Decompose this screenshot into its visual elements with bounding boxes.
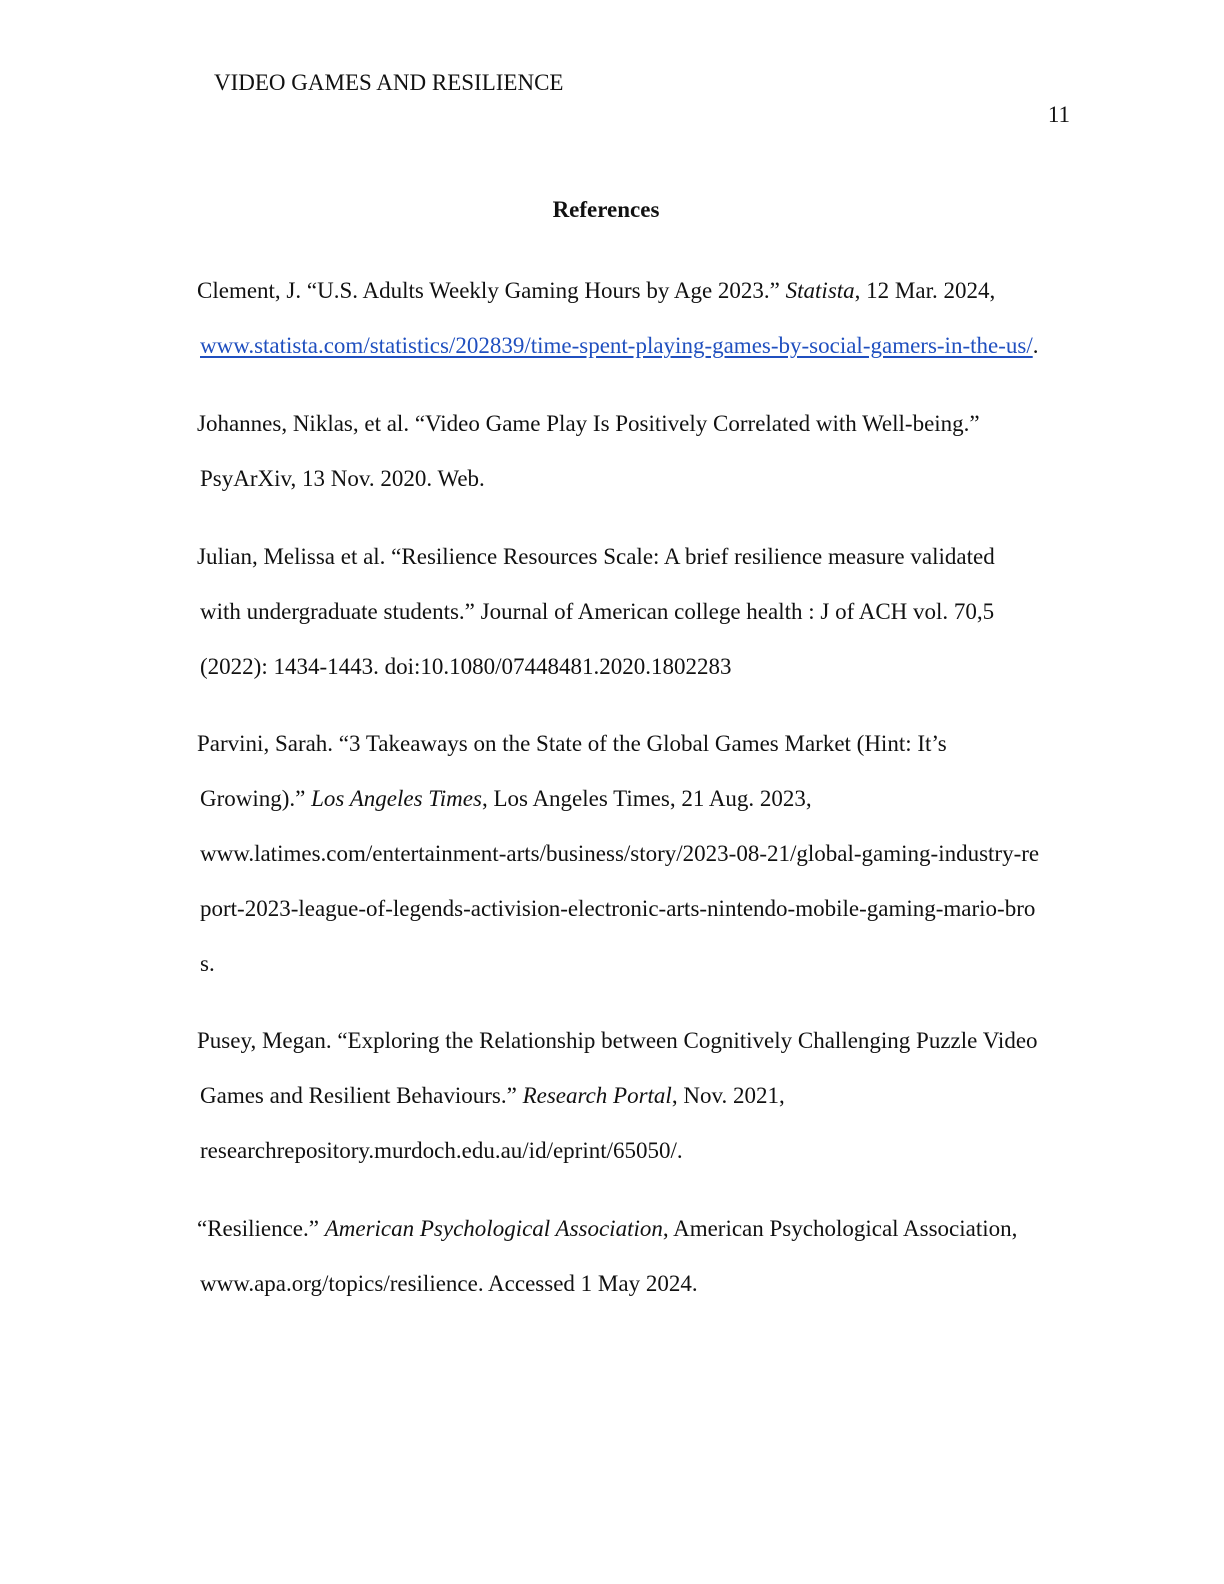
page-title: References <box>552 197 660 222</box>
reference-line: researchrepository.murdoch.edu.au/id/eprint/65050/. <box>200 1138 683 1163</box>
reference-line: Johannes, Niklas, et al. “Video Game Play Is Positively Correlated with Well-being.” <box>197 411 980 436</box>
reference-entry-resilience <box>197 1201 1077 1311</box>
reference-text: , American Psychological Association, <box>662 1216 1018 1241</box>
reference-entry-parvini <box>197 716 1077 991</box>
reference-line: Julian, Melissa et al. “Resilience Resources Scale: A brief resilience measure validated <box>197 544 995 569</box>
reference-line: Parvini, Sarah. “3 Takeaways on the State of the Global Games Market (Hint: It’s <box>197 731 947 756</box>
reference-line: (2022): 1434-1443. doi:10.1080/07448481.2020.1802283 <box>200 654 732 679</box>
reference-line <box>197 1068 1077 1123</box>
reference-line: www.apa.org/topics/resilience. Accessed 1 May 2024. <box>200 1271 698 1296</box>
reference-text: Clement, J. “U.S. Adults Weekly Gaming Hours by Age 2023.” <box>197 278 786 303</box>
reference-text: Games and Resilient Behaviours.” <box>200 1083 523 1108</box>
reference-italic-title: Statista <box>785 278 855 303</box>
page-number: 11 <box>1047 102 1070 127</box>
reference-link[interactable]: www.statista.com/statistics/202839/time-spent-playing-games-by-social-gamers-in-the-us/ <box>200 333 1033 358</box>
reference-line: s. <box>200 951 215 976</box>
reference-italic-title: Los Angeles Times <box>311 786 482 811</box>
reference-text: . <box>1032 333 1039 358</box>
reference-text: “Resilience.” <box>197 1216 325 1241</box>
reference-line <box>197 1201 1077 1256</box>
reference-text: Growing).” <box>200 786 312 811</box>
reference-text: , Los Angeles Times, 21 Aug. 2023, <box>481 786 812 811</box>
reference-italic-title: American Psychological Association <box>324 1216 663 1241</box>
reference-text: , Nov. 2021, <box>671 1083 785 1108</box>
reference-line: with undergraduate students.” Journal of American college health : J of ACH vol. 70,5 <box>200 599 995 624</box>
reference-entry-clement <box>197 263 1077 373</box>
reference-text: , 12 Mar. 2024, <box>854 278 996 303</box>
reference-italic-title: Research Portal <box>522 1083 672 1108</box>
reference-line: PsyArXiv, 13 Nov. 2020. Web. <box>200 466 485 491</box>
reference-entry-johannes <box>197 396 1077 506</box>
reference-line <box>197 318 1077 373</box>
reference-entry-julian <box>197 529 1077 694</box>
reference-line: Pusey, Megan. “Exploring the Relationship between Cognitively Challenging Puzzle Video <box>197 1028 1038 1053</box>
reference-line: port-2023-league-of-legends-activision-electronic-arts-nintendo-mobile-gaming-mario-bro <box>200 896 1036 921</box>
reference-line: www.latimes.com/entertainment-arts/business/story/2023-08-21/global-gaming-industry-re <box>200 841 1040 866</box>
reference-line <box>197 771 1077 826</box>
reference-line <box>197 263 1077 318</box>
running-head: VIDEO GAMES AND RESILIENCE <box>214 70 564 95</box>
reference-entry-pusey <box>197 1013 1077 1178</box>
